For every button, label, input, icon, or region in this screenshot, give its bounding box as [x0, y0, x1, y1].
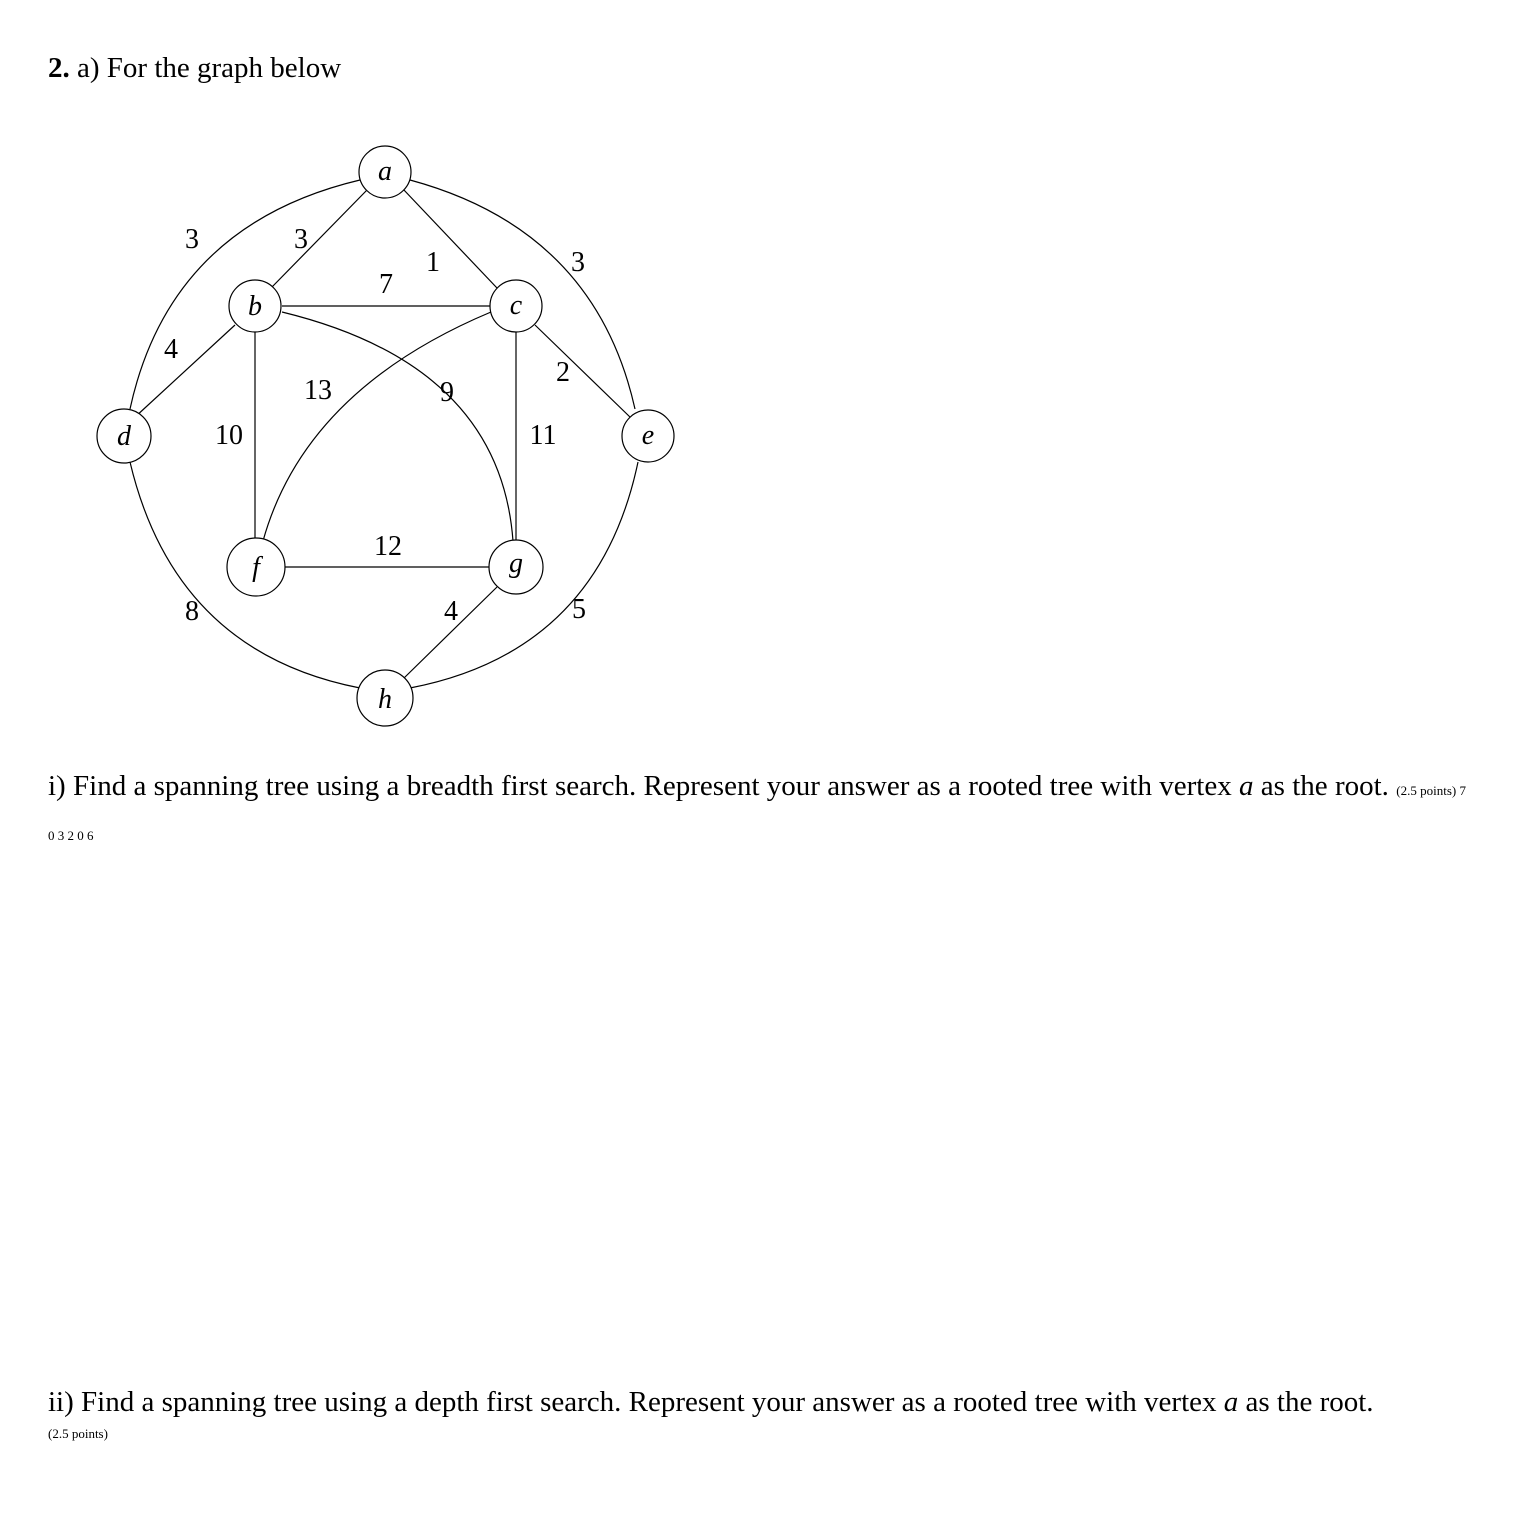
weight-a-c: 1	[426, 247, 440, 278]
part-i-root-variable: a	[1239, 770, 1254, 802]
graph-edges	[130, 180, 638, 688]
weight-a-d: 3	[185, 224, 199, 255]
vertex-h-label: h	[378, 684, 392, 715]
question-number: 2.	[48, 52, 70, 84]
edge-c-f	[263, 312, 491, 541]
part-i-text-end: as the root.	[1253, 770, 1389, 802]
edge-a-c	[403, 189, 497, 288]
part-i-points: (2.5 points) 7 0 3 2 0 6	[48, 783, 1467, 843]
vertex-d-label: d	[117, 421, 131, 452]
weight-c-f: 13	[304, 375, 332, 406]
part-i-text: i) Find a spanning tree using a breadth first search. Represent your answer as a rooted tree with vertex	[48, 770, 1239, 802]
weight-a-b: 3	[294, 224, 308, 255]
question-part-i	[48, 766, 1466, 856]
weight-c-g: 11	[529, 420, 557, 451]
vertex-f-label: f	[252, 552, 260, 583]
part-ii-text: ii) Find a spanning tree using a depth first search. Represent your answer as a rooted tree with vertex	[48, 1386, 1224, 1418]
vertex-b-label: b	[248, 291, 262, 322]
vertex-a-label: a	[378, 156, 392, 187]
vertex-d	[97, 409, 151, 463]
edge-a-b	[272, 190, 367, 287]
part-ii-points: (2.5 points)	[48, 1426, 108, 1441]
vertex-e	[622, 410, 674, 462]
weight-d-h: 8	[185, 596, 199, 627]
part-ii-text-end: as the root.	[1238, 1386, 1374, 1418]
question-intro: a) For the graph below	[77, 52, 342, 84]
edge-b-g	[282, 312, 513, 541]
weight-e-h: 5	[572, 594, 586, 625]
vertex-b	[229, 280, 281, 332]
vertex-f	[227, 538, 285, 596]
part-ii-root-variable: a	[1223, 1386, 1239, 1418]
weighted-graph-diagram	[0, 0, 760, 760]
vertex-h	[357, 670, 413, 726]
vertex-g	[489, 540, 543, 594]
graph-vertices	[97, 146, 674, 726]
vertex-c-label: c	[509, 290, 523, 321]
weight-f-g: 12	[374, 531, 402, 562]
vertex-g-label: g	[509, 548, 523, 579]
weight-a-e: 3	[571, 247, 585, 278]
weight-b-g: 9	[440, 377, 454, 408]
vertex-e-label: e	[641, 420, 655, 451]
edge-c-e	[535, 325, 631, 418]
weight-c-e: 2	[556, 357, 570, 388]
weight-g-h: 4	[444, 596, 458, 627]
weight-b-f: 10	[215, 420, 243, 451]
weight-b-c: 7	[379, 269, 393, 300]
weight-b-d: 4	[164, 334, 178, 365]
question-part-ii	[48, 1382, 1466, 1444]
edge-b-d	[134, 325, 235, 418]
vertex-a	[359, 146, 411, 198]
vertex-c	[490, 280, 542, 332]
